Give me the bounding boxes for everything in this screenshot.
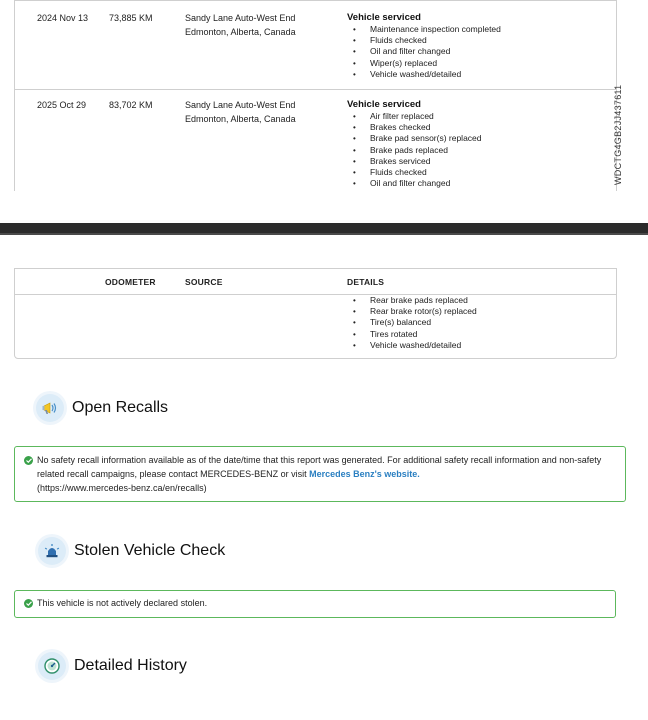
header-source: SOURCE xyxy=(185,277,223,287)
row-odometer: 83,702 KM xyxy=(109,100,153,110)
list-item: • Vehicle washed/detailed xyxy=(347,69,597,80)
details-list xyxy=(347,24,597,80)
list-item: • Vehicle washed/detailed xyxy=(347,340,477,351)
list-item: • Fluids checked xyxy=(347,35,597,46)
list-item: • Air filter replaced xyxy=(347,111,597,122)
stolen-notice xyxy=(14,590,616,618)
header-odometer: ODOMETER xyxy=(105,277,156,287)
page-break-edge xyxy=(0,233,648,235)
list-item: • Rear brake rotor(s) replaced xyxy=(347,306,477,317)
recall-url-text: (https://www.mercedes-benz.ca/en/recalls) xyxy=(37,483,207,493)
section-title: Open Recalls xyxy=(72,399,169,416)
list-item: • Brakes checked xyxy=(347,122,597,133)
check-circle-icon xyxy=(24,456,33,465)
service-history-table-top xyxy=(14,0,617,191)
details-title: Vehicle serviced xyxy=(347,99,421,110)
list-item: • Fluids checked xyxy=(347,167,597,178)
stolen-vehicle-heading xyxy=(38,537,225,565)
recall-notice-text-block xyxy=(37,453,607,495)
list-item: • Tire(s) balanced xyxy=(347,317,477,328)
details-list-continued xyxy=(347,295,477,351)
vin-label: WDCTG4GB2JJ437611 xyxy=(613,84,623,185)
row-date: 2025 Oct 29 xyxy=(37,100,87,110)
speedometer-icon xyxy=(38,652,66,680)
open-recalls-heading xyxy=(36,394,168,422)
list-item: • Rear brake pads replaced xyxy=(347,295,477,306)
list-item: • Brakes serviced xyxy=(347,156,597,167)
row-source xyxy=(185,98,335,126)
table-row xyxy=(15,1,616,90)
list-item: • Brake pad sensor(s) replaced xyxy=(347,133,597,144)
megaphone-icon xyxy=(36,394,64,422)
row-source xyxy=(185,11,335,39)
check-circle-icon xyxy=(24,599,33,608)
table-row xyxy=(15,90,616,191)
section-title: Detailed History xyxy=(74,657,187,674)
header-details: DETAILS xyxy=(347,277,385,287)
list-item: • Oil and filter changed xyxy=(347,46,597,57)
row-date: 2024 Nov 13 xyxy=(37,13,89,23)
recall-notice xyxy=(14,446,626,502)
row-details xyxy=(347,11,597,80)
source-name: Sandy Lane Auto-West End xyxy=(185,13,296,23)
list-item: • Maintenance inspection completed xyxy=(347,24,597,35)
recall-notice-text: No safety recall information available as of the date/time that this report was generated. For additional safety recall information and non-safety related recall campaigns, please contact MERCEDES-BENZ or visit xyxy=(37,455,602,479)
stolen-notice-text: This vehicle is not actively declared stolen. xyxy=(37,598,208,608)
list-item: • Tires rotated xyxy=(347,329,477,340)
detailed-history-heading xyxy=(38,652,187,680)
list-item: • Brake pads replaced xyxy=(347,145,597,156)
list-item: • Wiper(s) replaced xyxy=(347,58,597,69)
source-location: Edmonton, Alberta, Canada xyxy=(185,27,296,37)
row-odometer: 73,885 KM xyxy=(109,13,153,23)
row-details xyxy=(347,98,597,189)
source-name: Sandy Lane Auto-West End xyxy=(185,100,296,110)
source-location: Edmonton, Alberta, Canada xyxy=(185,114,296,124)
service-history-table-continued xyxy=(14,268,617,359)
header-divider xyxy=(15,294,616,295)
mercedes-website-link[interactable]: Mercedes Benz's website. xyxy=(309,469,420,479)
details-title: Vehicle serviced xyxy=(347,12,421,23)
section-title: Stolen Vehicle Check xyxy=(74,542,226,559)
list-item: • Oil and filter changed xyxy=(347,178,597,189)
siren-icon xyxy=(38,537,66,565)
details-list xyxy=(347,111,597,189)
